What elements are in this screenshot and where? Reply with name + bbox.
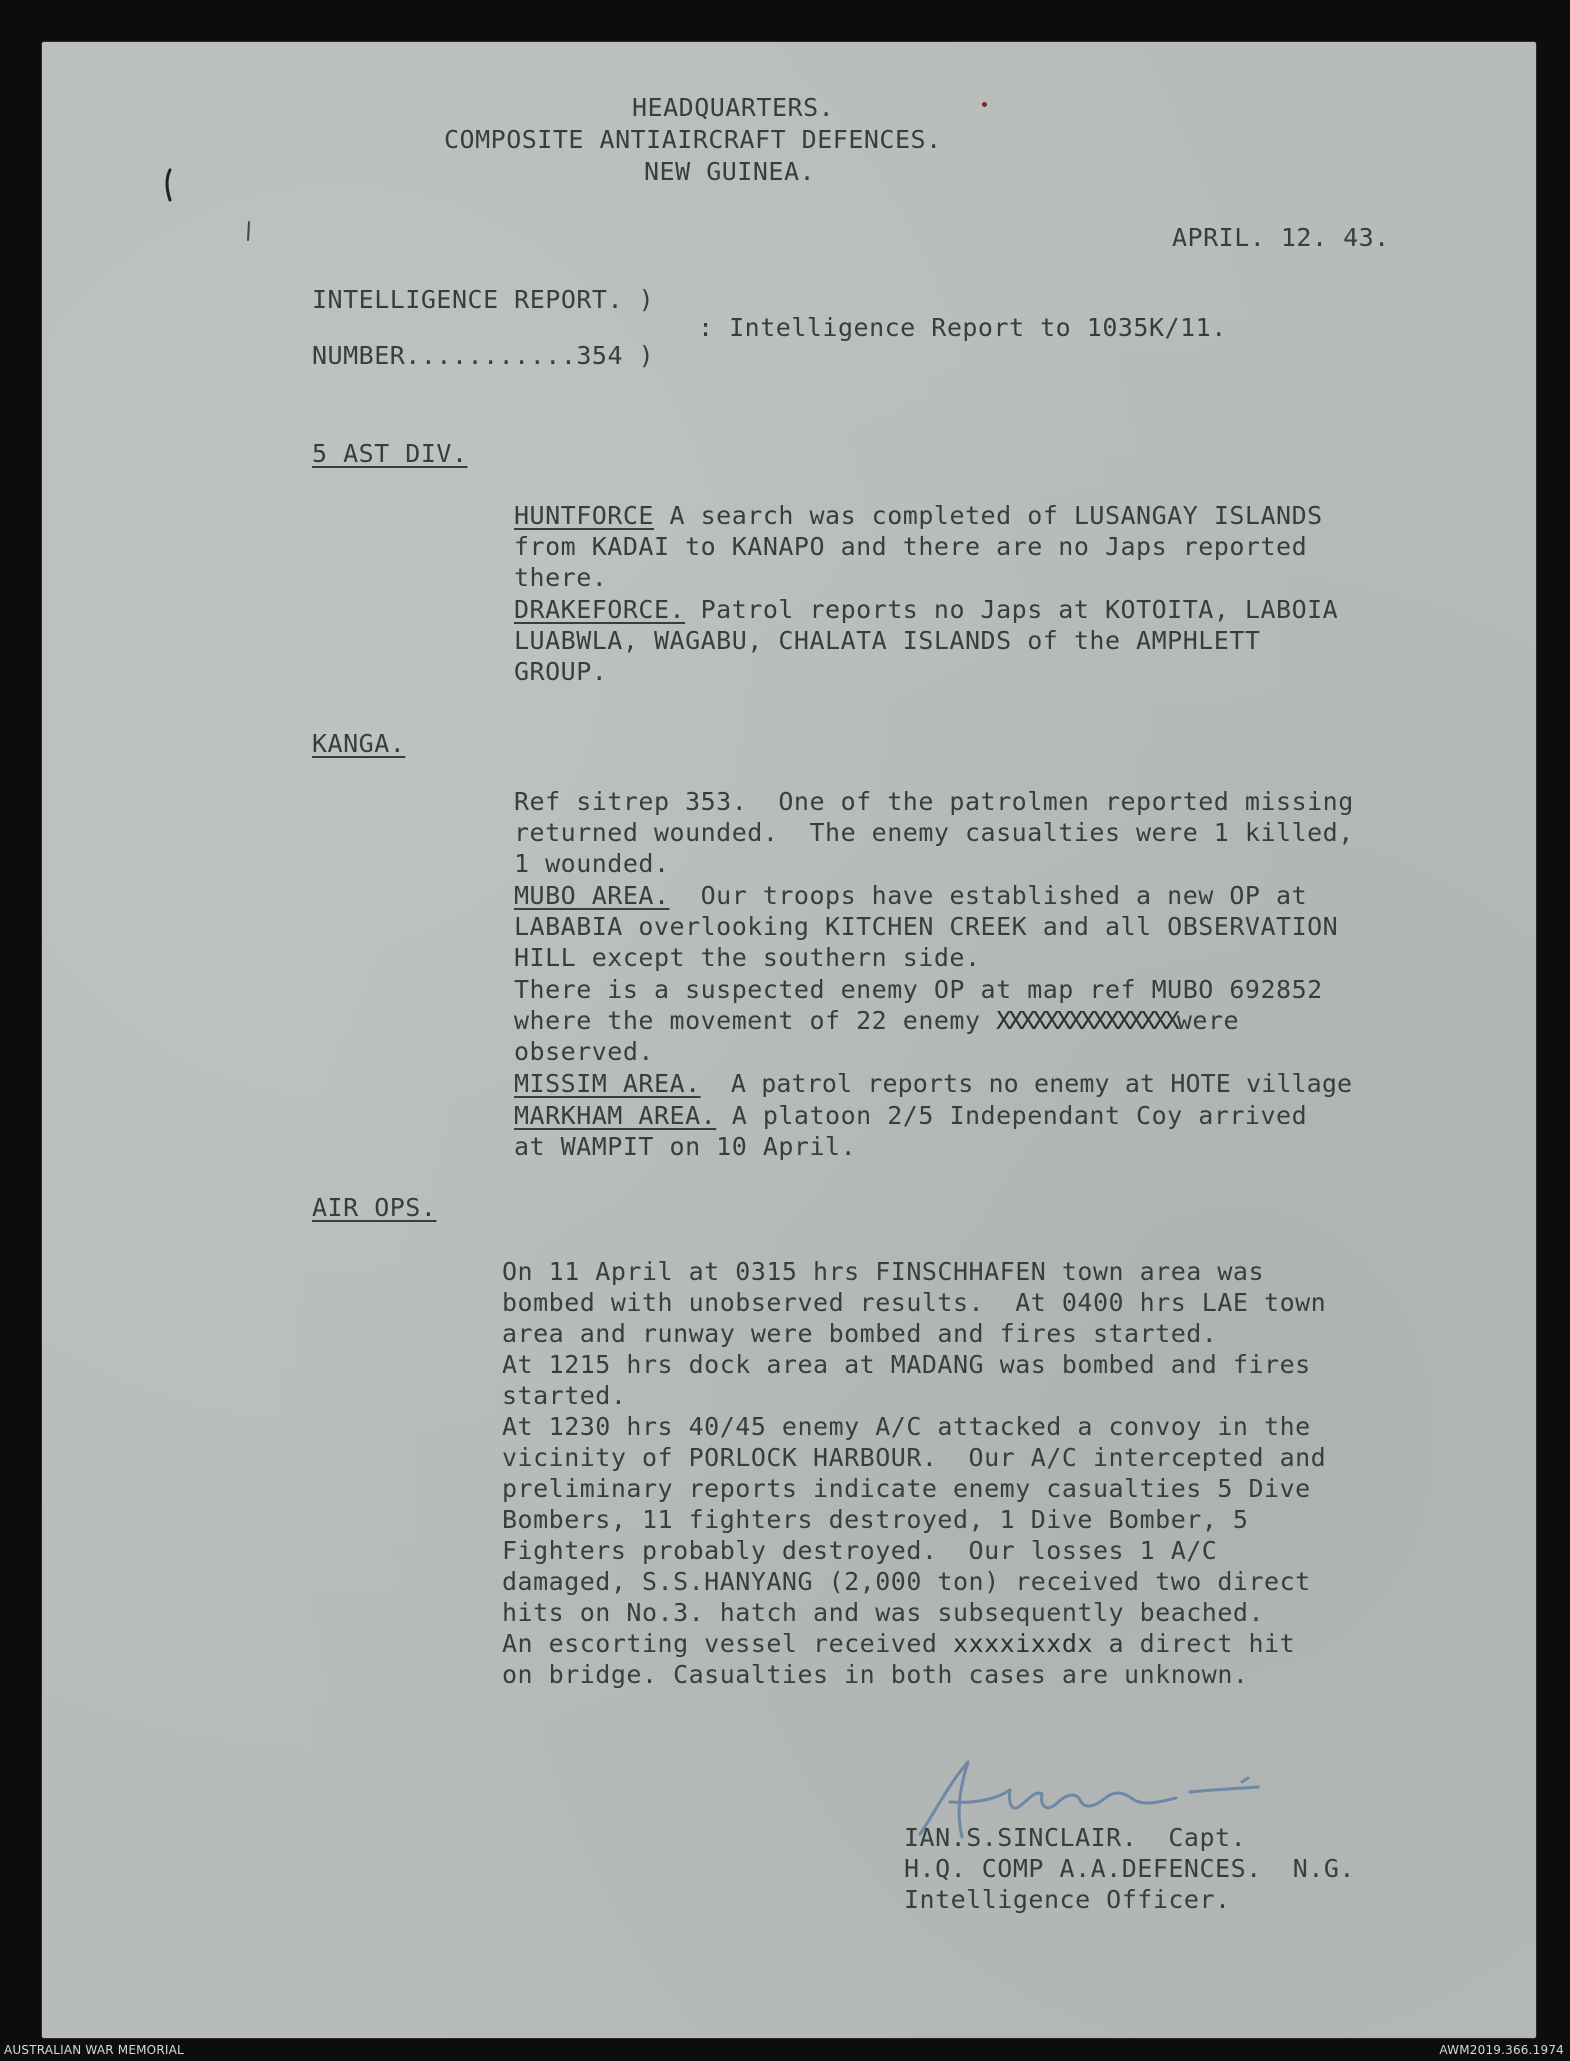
- airops-final-line: on bridge. Casualties in both cases are unknown.: [502, 1660, 1249, 1689]
- drakeforce-text-1: Patrol reports no Japs at KOTOITA, LABOIA: [685, 595, 1339, 624]
- signature-unit: H.Q. COMP A.A.DEFENCES. N.G.: [904, 1854, 1355, 1883]
- report-date: APRIL. 12. 43.: [1172, 223, 1390, 252]
- footer-left: AUSTRALIAN WAR MEMORIAL: [4, 2043, 184, 2057]
- airops-line: On 11 April at 0315 hrs FINSCHHAFEN town area was: [502, 1257, 1265, 1286]
- header-line-3: NEW GUINEA.: [644, 157, 816, 186]
- mubo-label: MUBO AREA.: [514, 881, 670, 910]
- airops-last-b: a direct hit: [1092, 1629, 1296, 1658]
- kanga-p1-line-2: returned wounded. The enemy casualties were 1 killed,: [514, 818, 1354, 847]
- mubo-text-2: LABABIA overlooking KITCHEN CREEK and all OBSERVATION: [514, 912, 1339, 941]
- ink-mark: [242, 220, 256, 244]
- markham-label: MARKHAM AREA.: [514, 1101, 717, 1130]
- airops-line: bombed with unobserved results. At 0400 hrs LAE town: [502, 1288, 1327, 1317]
- airops-line: hits on No.3. hatch and was subsequently beached.: [502, 1598, 1265, 1627]
- paragraph-huntforce: [514, 500, 1323, 532]
- kanga-p3-line-3: observed.: [514, 1037, 654, 1066]
- struck-out-text: xxxxixxdx: [953, 1629, 1093, 1658]
- huntforce-label: HUNTFORCE: [514, 501, 654, 530]
- report-title: INTELLIGENCE REPORT. ): [312, 285, 655, 314]
- section-heading-kanga: KANGA.: [312, 729, 406, 758]
- ink-mark: [160, 166, 180, 206]
- huntforce-text-1: A search was completed of LUSANGAY ISLANDS: [653, 501, 1323, 530]
- huntforce-text-3: there.: [514, 563, 608, 592]
- paragraph-drakeforce: [514, 594, 1338, 626]
- paragraph-mubo: [514, 880, 1307, 912]
- markham-text-2: at WAMPIT on 10 April.: [514, 1132, 857, 1161]
- mubo-text-3: HILL except the southern side.: [514, 943, 981, 972]
- airops-line-struck: [502, 1628, 1295, 1660]
- huntforce-text-2: from KADAI to KANAPO and there are no Japs reported: [514, 532, 1308, 561]
- signature-name: IAN.S.SINCLAIR. Capt.: [904, 1823, 1247, 1852]
- paragraph-markham: [514, 1100, 1307, 1132]
- mubo-text-1: Our troops have established a new OP at: [669, 881, 1308, 910]
- airops-line: preliminary reports indicate enemy casualties 5 Dive: [502, 1474, 1311, 1503]
- airops-line: area and runway were bombed and fires started.: [502, 1319, 1218, 1348]
- drakeforce-text-3: GROUP.: [514, 657, 608, 686]
- airops-last-a: An escorting vessel received: [502, 1629, 953, 1658]
- paragraph-missim: [514, 1068, 1352, 1100]
- missim-text: A patrol reports no enemy at HOTE village: [700, 1069, 1353, 1098]
- kanga-p3-text-b: were: [1176, 1006, 1240, 1035]
- airops-line: vicinity of PORLOCK HARBOUR. Our A/C intercepted and: [502, 1443, 1327, 1472]
- footer-right: AWM2019.366.1974: [1439, 2043, 1564, 2057]
- header-line-2: COMPOSITE ANTIAIRCRAFT DEFENCES.: [444, 125, 942, 154]
- kanga-p3-text-a: where the movement of 22 enemy: [514, 1006, 997, 1035]
- report-subject: : Intelligence Report to 1035K/11.: [698, 313, 1227, 342]
- drakeforce-text-2: LUABWLA, WAGABU, CHALATA ISLANDS of the AMPHLETT: [514, 626, 1261, 655]
- document-page: [42, 42, 1536, 2038]
- airops-line: At 1230 hrs 40/45 enemy A/C attacked a convoy in the: [502, 1412, 1311, 1441]
- airops-line: At 1215 hrs dock area at MADANG was bombed and fires: [502, 1350, 1311, 1379]
- kanga-p3-line-2: [514, 1005, 1239, 1037]
- struck-out-text: XXXXXXXXXXXXXXX: [996, 1006, 1177, 1035]
- header-line-1: HEADQUARTERS.: [632, 93, 835, 122]
- airops-line: damaged, S.S.HANYANG (2,000 ton) received two direct: [502, 1567, 1311, 1596]
- signature-role: Intelligence Officer.: [904, 1885, 1231, 1914]
- airops-line: Bombers, 11 fighters destroyed, 1 Dive Bomber, 5: [502, 1505, 1249, 1534]
- kanga-p3-line-1: There is a suspected enemy OP at map ref MUBO 692852: [514, 975, 1323, 1004]
- red-dot: [982, 102, 987, 107]
- section-heading-5-ast-div: 5 AST DIV.: [312, 439, 468, 468]
- kanga-p1-line-3: 1 wounded.: [514, 849, 670, 878]
- missim-label: MISSIM AREA.: [514, 1069, 701, 1098]
- drakeforce-label: DRAKEFORCE.: [514, 595, 686, 624]
- report-number: NUMBER...........354 ): [312, 341, 655, 370]
- section-heading-air-ops: AIR OPS.: [312, 1193, 437, 1222]
- kanga-p1-line-1: Ref sitrep 353. One of the patrolmen reported missing: [514, 787, 1354, 816]
- airops-line: Fighters probably destroyed. Our losses 1 A/C: [502, 1536, 1218, 1565]
- markham-text-1: A platoon 2/5 Independant Coy arrived: [716, 1101, 1308, 1130]
- airops-line: started.: [502, 1381, 627, 1410]
